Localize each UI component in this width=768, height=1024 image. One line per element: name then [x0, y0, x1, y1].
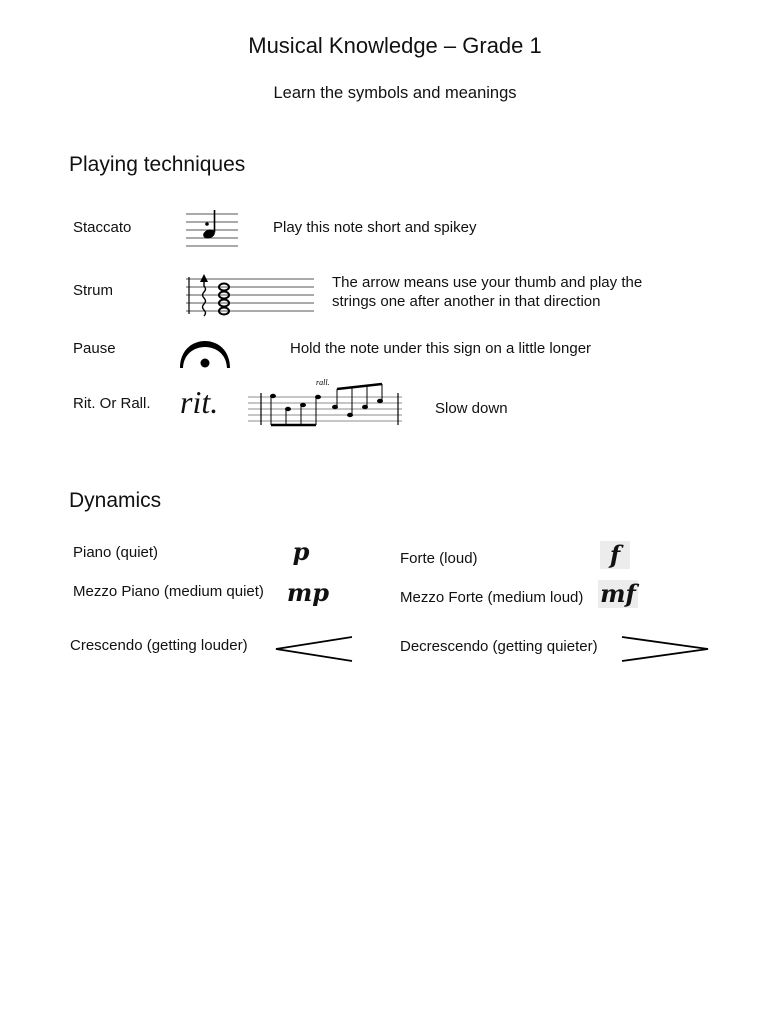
term-staccato: Staccato: [73, 219, 132, 236]
staccato-note-icon: [184, 207, 240, 255]
rit-text-icon: rit.: [180, 384, 219, 420]
term-piano: Piano (quiet): [73, 544, 159, 561]
term-pause: Pause: [73, 340, 116, 357]
rall-staff-icon: [246, 375, 404, 431]
term-strum: Strum: [73, 282, 114, 299]
term-rit-rall: Rit. Or Rall.: [73, 395, 151, 412]
section-heading-playing-techniques: Playing techniques: [69, 153, 246, 176]
rall-annotation: rall.: [316, 378, 330, 387]
term-forte: Forte (loud): [400, 550, 478, 567]
forte-symbol: f: [600, 541, 630, 569]
crescendo-hairpin-icon: [272, 634, 356, 664]
decrescendo-hairpin-icon: [618, 634, 712, 664]
meaning-rit-rall: Slow down: [435, 400, 508, 417]
fermata-icon: [176, 330, 234, 370]
meaning-pause: Hold the note under this sign on a little longer: [290, 340, 592, 357]
meaning-staccato: Play this note short and spikey: [273, 219, 477, 236]
piano-symbol: p: [292, 537, 310, 566]
mezzo-forte-symbol: mf: [598, 580, 638, 608]
mezzo-piano-symbol: mp: [286, 578, 330, 607]
page-subtitle: Learn the symbols and meanings: [273, 84, 517, 102]
term-crescendo: Crescendo (getting louder): [70, 637, 248, 654]
term-mezzo-piano: Mezzo Piano (medium quiet): [73, 583, 264, 600]
strum-chord-icon: [184, 272, 316, 320]
meaning-strum: The arrow means use your thumb and play the strings one after another in that direction: [332, 274, 643, 310]
section-heading-dynamics: Dynamics: [69, 489, 162, 512]
term-mezzo-forte: Mezzo Forte (medium loud): [400, 589, 584, 606]
page-title: Musical Knowledge – Grade 1: [248, 33, 542, 58]
term-decrescendo: Decrescendo (getting quieter): [400, 638, 598, 655]
